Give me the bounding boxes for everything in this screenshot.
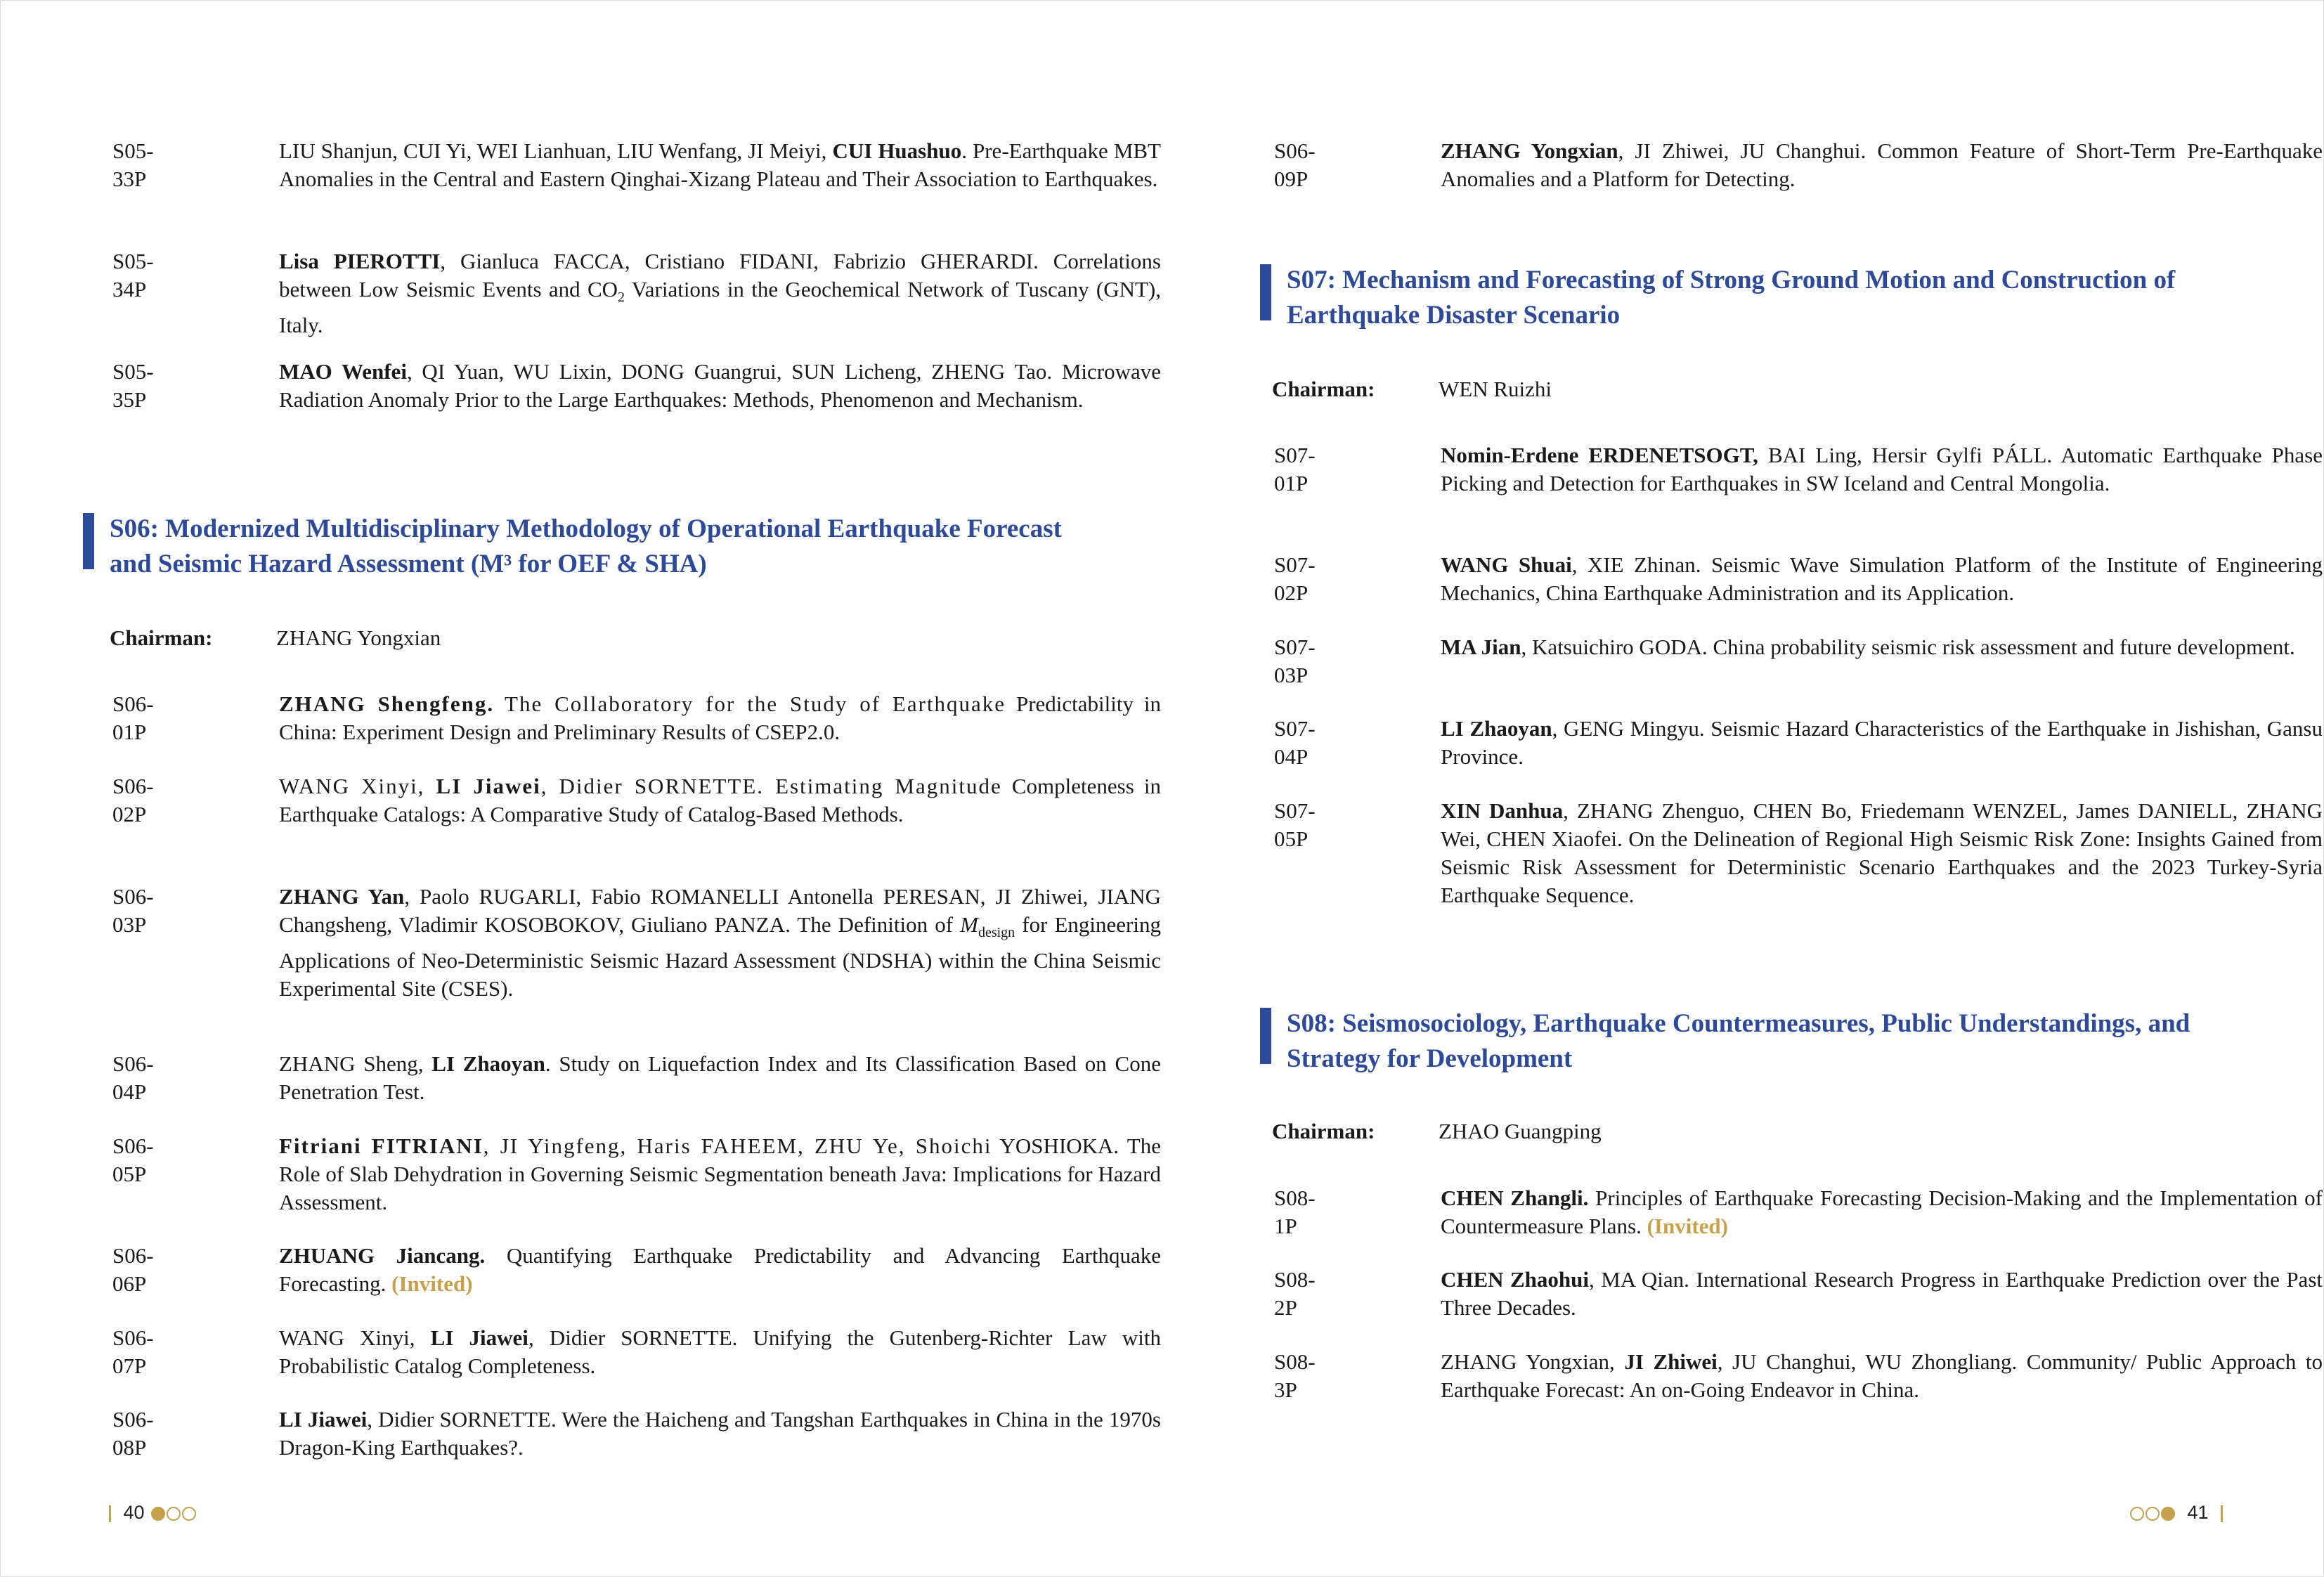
entry-code: S06-05P (112, 1134, 154, 1186)
entry-text: CHEN Zhangli. Principles of Earthquake Forecasting Decision-Making and the Implementation of Countermeasure Plans. (Invited) (1441, 1186, 2323, 1238)
entry-code: S07-04P (1274, 716, 1316, 769)
section-marker (1260, 264, 1271, 320)
entry-text: ZHANG Yongxian, JI Zhiwei, JU Changhui. Common Feature of Short-Term Pre-Earthquake Anomalies and a Platform for Detecting. (1441, 138, 2323, 191)
entry-code: S07-02P (1274, 552, 1316, 605)
chairman-name: ZHANG Yongxian (276, 625, 441, 650)
chairman-name: ZHAO Guangping (1439, 1119, 1602, 1143)
entry-text: Fitriani FITRIANI, JI Yingfeng, Haris FAHEEM, ZHU Ye, Shoichi YOSHIOKA. The Role of Slab Dehydration in Governing Seismic Segmentation beneath Java: Implications for Hazard Assessment. (279, 1134, 1161, 1214)
entry-code: S07-05P (1274, 798, 1316, 851)
entry-text: WANG Shuai, XIE Zhinan. Seismic Wave Simulation Platform of the Institute of Engineering Mechanics, China Earthquake Administration and its Application. (1441, 552, 2323, 605)
footer-divider (2221, 1505, 2223, 1522)
entry-text: CHEN Zhaohui, MA Qian. International Research Progress in Earthquake Prediction over the Past Three Decades. (1441, 1267, 2323, 1320)
entry-code: S06-08P (112, 1407, 154, 1460)
entry-text: LIU Shanjun, CUI Yi, WEI Lianhuan, LIU Wenfang, JI Meiyi, CUI Huashuo. Pre-Earthquake MBT Anomalies in the Central and Eastern Qinghai-Xizang Plateau and Their Association to Earthquakes. (279, 138, 1161, 191)
section-title: S06: Modernized Multidisciplinary Methodology of Operational Earthquake Forecast and Seismic Hazard Assessment (M³ for OEF & SHA) (110, 514, 1062, 578)
entry-text: WANG Xinyi, LI Jiawei, Didier SORNETTE. Unifying the Gutenberg-Richter Law with Probabilistic Catalog Completeness. (279, 1325, 1161, 1378)
circle-icon (2146, 1507, 2160, 1521)
page-number: 40 (123, 1502, 145, 1523)
entry-code: S05-34P (112, 249, 154, 301)
entry-code: S06-06P (112, 1243, 154, 1296)
entry-text: ZHANG Yan, Paolo RUGARLI, Fabio ROMANELLI Antonella PERESAN, JI Zhiwei, JIANG Changsheng, Vladimir KOSOBOKOV, Giuliano PANZA. The Definition of $M_{design}$ for Engineering Applications of Neo-Deterministic Seismic Hazard Assessment (NDSHA) within the China Seismic Experimental Site (CSES). (279, 884, 1161, 1001)
chairman-label: Chairman: (1272, 1119, 1375, 1143)
entry-code: S05-35P (112, 359, 154, 412)
entry-text: ZHANG Yongxian, JI Zhiwei, JU Changhui, WU Zhongliang. Community/ Public Approach to Earthquake Forecast: An on-Going Endeavor in China. (1441, 1349, 2323, 1402)
entry-text: MAO Wenfei, QI Yuan, WU Lixin, DONG Guangrui, SUN Licheng, ZHENG Tao. Microwave Radiation Anomaly Prior to the Large Earthquakes: Methods, Phenomenon and Mechanism. (279, 359, 1162, 412)
entry-text: LI Zhaoyan, GENG Mingyu. Seismic Hazard Characteristics of the Earthquake in Jishishan, Gansu Province. (1441, 716, 2323, 769)
page-footer-left (109, 1498, 196, 1526)
entry-code: S08-2P (1274, 1267, 1316, 1320)
section-title: S07: Mechanism and Forecasting of Strong Ground Motion and Construction of Earthquake Disaster Scenario (1287, 266, 2176, 330)
entry-text: MA Jian, Katsuichiro GODA. China probability seismic risk assessment and future development. (1441, 635, 2295, 659)
entry-code: S06-09P (1274, 138, 1316, 191)
section-marker (1260, 1008, 1271, 1064)
filled-circle-icon (2161, 1507, 2175, 1521)
page-footer-right (2129, 1498, 2223, 1526)
section-marker (83, 513, 94, 569)
entry-text: Lisa PIEROTTI, Gianluca FACCA, Cristiano FIDANI, Fabrizio GHERARDI. Correlations between Low Seismic Events and $CO_2$ Variations in the Geochemical Network of Tuscany (GNT), Italy. (279, 249, 1161, 338)
circle-icon (167, 1507, 181, 1521)
circle-icon (2130, 1507, 2144, 1521)
entry-code: S07-01P (1274, 443, 1316, 495)
entry-code: S06-01P (112, 692, 154, 744)
entry-text: ZHANG Sheng, LI Zhaoyan. Study on Liquefaction Index and Its Classification Based on Cone Penetration Test. (279, 1051, 1161, 1104)
entry-text: ZHANG Shengfeng. The Collaboratory for the Study of Earthquake Predictability in China: Experiment Design and Preliminary Results of CSEP2.0. (279, 692, 1161, 744)
entry-text: XIN Danhua, ZHANG Zhenguo, CHEN Bo, Friedemann WENZEL, James DANIELL, ZHANG Wei, CHEN Xiaofei. On the Delineation of Regional High Seismic Risk Zone: Insights Gained from Seismic Risk Assessment for Deterministic Scenario Earthquakes and the 2023 Turkey-Syria Earthquake Sequence. (1441, 798, 2323, 907)
entry-code: S06-04P (112, 1051, 154, 1104)
entry-code: S06-03P (112, 884, 154, 937)
entry-code: S07-03P (1274, 635, 1316, 687)
entry-text: WANG Xinyi, LI Jiawei, Didier SORNETTE. Estimating Magnitude Completeness in Earthquake Catalogs: A Comparative Study of Catalog-Based Methods. (279, 774, 1161, 826)
entry-code: S08-3P (1274, 1349, 1316, 1402)
entry-code: S06-02P (112, 774, 154, 826)
page-number: 41 (2187, 1502, 2209, 1523)
entry-code: S08-1P (1274, 1186, 1316, 1238)
chairman-name: WEN Ruizhi (1439, 377, 1552, 401)
chairman-label: Chairman: (1272, 377, 1375, 401)
entry-text: Nomin-Erdene ERDENETSOGT, BAI Ling, Hersir Gylfi PÁLL. Automatic Earthquake Phase Picking and Detection for Earthquakes in SW Iceland and Central Mongolia. (1441, 443, 2323, 495)
entry-code: S05-33P (112, 138, 154, 191)
circle-icon (182, 1507, 196, 1521)
section-title: S08: Seismosociology, Earthquake Countermeasures, Public Understandings, and Strategy for Development (1287, 1009, 2190, 1073)
entry-code: S06-07P (112, 1325, 154, 1378)
filled-circle-icon (151, 1507, 165, 1521)
footer-divider (109, 1505, 111, 1522)
entry-text: ZHUANG Jiancang. Quantifying Earthquake Predictability and Advancing Earthquake Forecasting. (Invited) (279, 1243, 1161, 1296)
chairman-label: Chairman: (110, 625, 213, 650)
entry-text: LI Jiawei, Didier SORNETTE. Were the Haicheng and Tangshan Earthquakes in China in the 1970s Dragon-King Earthquakes?. (279, 1407, 1161, 1460)
